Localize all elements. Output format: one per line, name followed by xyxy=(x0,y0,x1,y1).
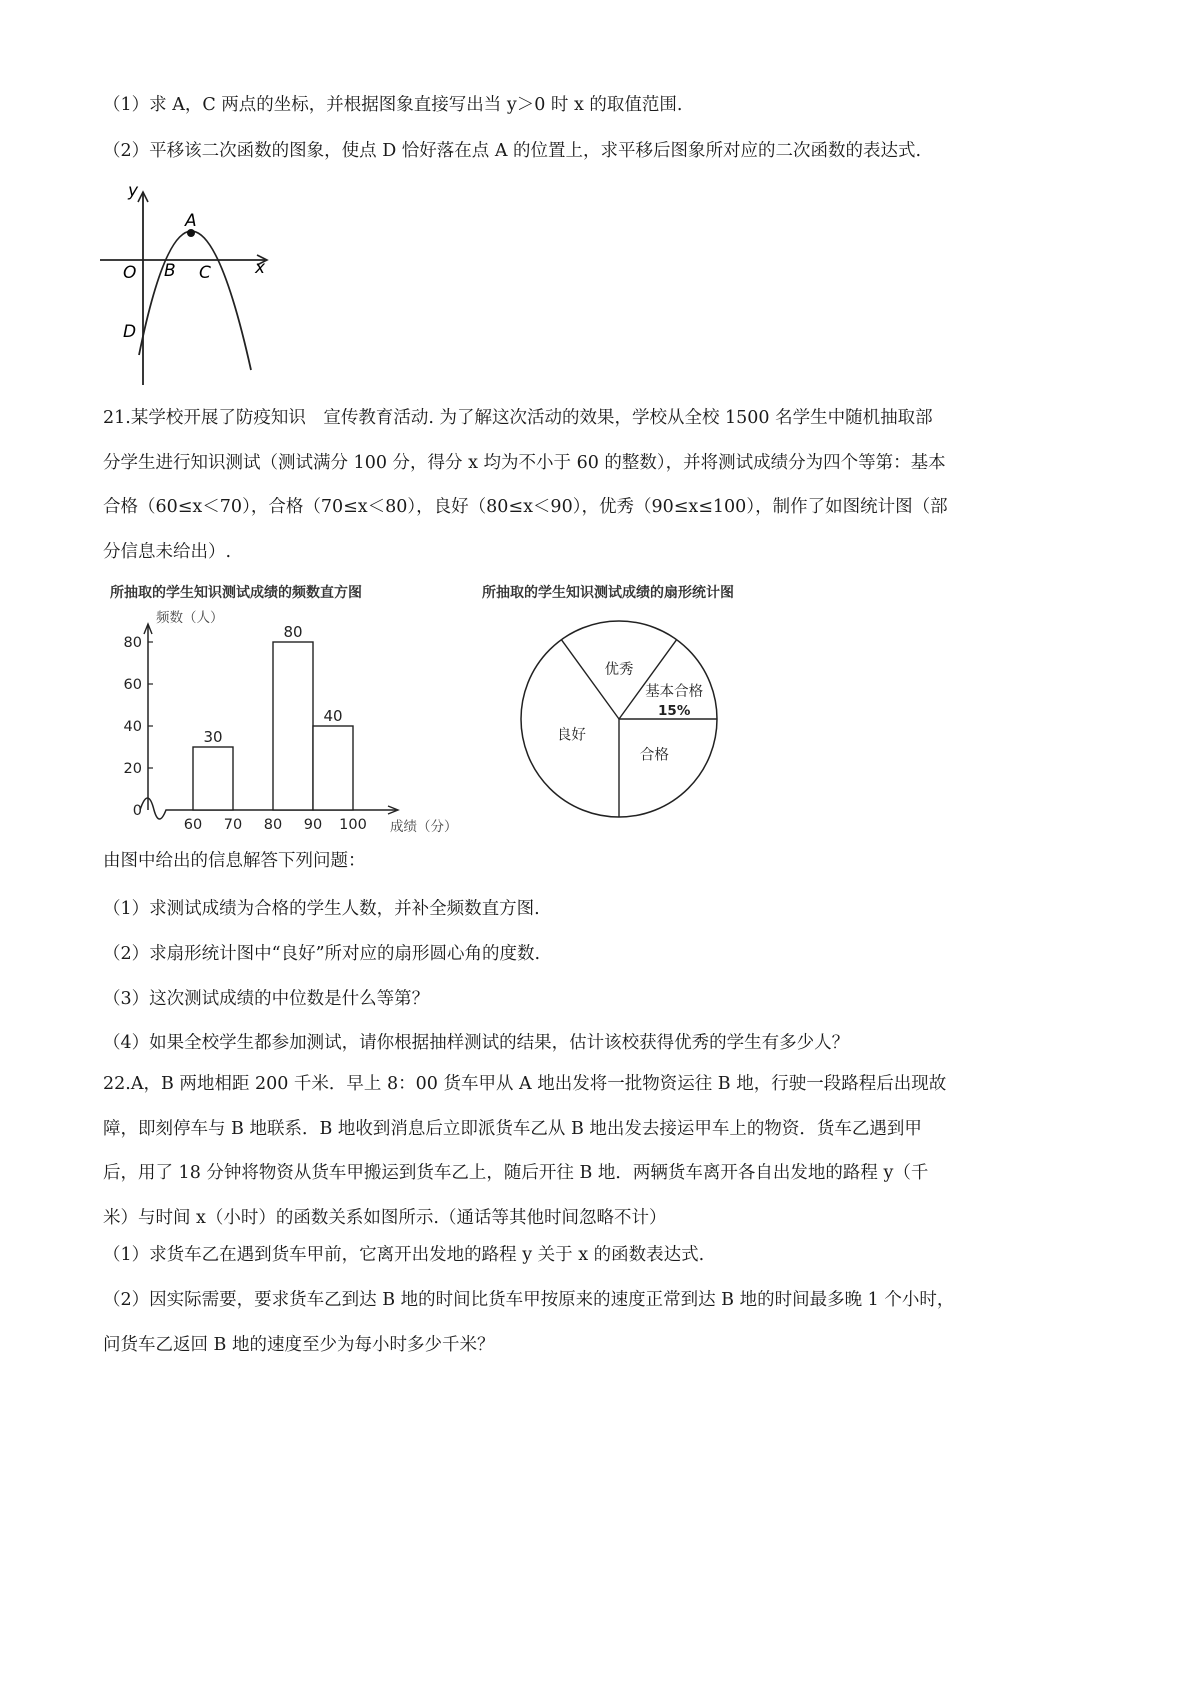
label-x: x xyxy=(255,258,266,278)
histogram-bar-label: 80 xyxy=(283,623,303,641)
pie-slice-label: 优秀 xyxy=(604,662,634,678)
q21-stem-line: 21.某学校开展了防疫知识 宣传教育活动. 为了解这次活动的效果，学校从全校 1500 名学生中随机抽取部 xyxy=(103,408,933,428)
histogram-y-tick-label: 40 xyxy=(123,719,142,735)
histogram-y-tick-label: 0 xyxy=(132,803,142,819)
q21-question-1: （1）求测试成绩为合格的学生人数，并补全频数直方图. xyxy=(103,899,540,919)
histogram-title: 所抽取的学生知识测试成绩的频数直方图 xyxy=(110,585,362,601)
q22-stem-line: 米）与时间 x（小时）的函数关系如图所示.（通话等其他时间忽略不计） xyxy=(103,1207,667,1228)
label-a: A xyxy=(185,211,197,231)
histogram-bar xyxy=(313,726,353,810)
parabola-graph xyxy=(95,180,285,392)
q21-stem-line: 合格（60≤x＜70），合格（70≤x＜80），良好（80≤x＜90），优秀（90≤x≤100），制作了如图统计图（部 xyxy=(103,497,948,517)
pie-title: 所抽取的学生知识测试成绩的扇形统计图 xyxy=(482,585,734,601)
label-o: O xyxy=(123,263,137,283)
q21-stem-line: 分学生进行知识测试（测试满分 100 分，得分 x 均为不小于 60 的整数），并将测试成绩分为四个等第：基本 xyxy=(103,452,946,473)
histogram-y-tick-label: 60 xyxy=(123,677,142,693)
histogram-xlabel: 成绩（分） xyxy=(390,819,458,835)
q21-question-3: （3）这次测试成绩的中位数是什么等第？ xyxy=(103,989,430,1009)
q22-stem-line: 后，用了 18 分钟将物资从货车甲搬运到货车乙上，随后开往 B 地．两辆货车离开各自出发地的路程 y（千 xyxy=(103,1163,929,1183)
q22-stem-line: 障，即刻停车与 B 地联系．B 地收到消息后立即派货车乙从 B 地出发去接运甲车上的物资．货车乙遇到甲 xyxy=(103,1118,922,1139)
q21-stem xyxy=(103,396,1101,574)
q22-question-2-cont: 问货车乙返回 B 地的速度至少为每小时多少千米？ xyxy=(103,1335,495,1355)
q21-intro: 由图中给出的信息解答下列问题： xyxy=(103,851,366,871)
q21-question-2: （2）求扇形统计图中“良好”所对应的扇形圆心角的度数. xyxy=(103,944,541,964)
histogram-ylabel: 频数（人） xyxy=(156,610,224,626)
histogram-x-tick-label: 60 xyxy=(183,817,203,833)
parabola-curve xyxy=(139,231,251,370)
histogram-x-tick-label: 80 xyxy=(263,817,283,833)
q22-question-1: （1）求货车乙在遇到货车甲前，它离开出发地的路程 y 关于 x 的函数表达式. xyxy=(103,1245,705,1265)
histogram-bar xyxy=(273,642,313,810)
histogram-bar xyxy=(193,747,233,810)
histogram-y-tick-label: 80 xyxy=(123,635,142,651)
q22-stem-line: 22.A，B 两地相距 200 千米．早上 8：00 货车甲从 A 地出发将一批物资运往 B 地，行驶一段路程后出现故 xyxy=(103,1074,947,1094)
histogram-x-axis xyxy=(140,798,396,819)
label-d: D xyxy=(123,322,137,342)
histogram-bar-label: 40 xyxy=(323,707,343,725)
pie-slices xyxy=(521,621,717,817)
pie-slice-percent: 15% xyxy=(658,702,691,719)
q20-part1: （1）求 A，C 两点的坐标，并根据图象直接写出当 y＞0 时 x 的取值范围. xyxy=(103,95,683,115)
histogram-bar-label: 30 xyxy=(203,728,223,746)
q22-stem xyxy=(103,1062,1101,1240)
histogram-bars xyxy=(193,623,353,810)
q21-stem-line: 分信息未给出）. xyxy=(103,541,232,562)
label-c: C xyxy=(199,263,211,283)
histogram-axes xyxy=(140,624,398,819)
histogram-x-tick-label: 100 xyxy=(339,817,367,833)
q20-part2: （2）平移该二次函数的图象，使点 D 恰好落在点 A 的位置上，求平移后图象所对应的二次函数的表达式. xyxy=(103,141,922,161)
pie-chart xyxy=(476,578,776,840)
pie-slice-label: 基本合格 xyxy=(645,683,704,700)
q21-question-4: （4）如果全校学生都参加测试，请你根据抽样测试的结果，估计该校获得优秀的学生有多少人？ xyxy=(103,1033,850,1053)
label-y: y xyxy=(128,181,139,201)
frequency-histogram xyxy=(100,578,470,836)
label-b: B xyxy=(164,261,176,281)
pie-slice-label: 良好 xyxy=(556,727,586,744)
histogram-x-tick-label: 90 xyxy=(303,817,323,833)
pie-slice-label: 合格 xyxy=(639,747,669,764)
histogram-x-tick-label: 70 xyxy=(223,817,243,833)
histogram-y-tick-label: 20 xyxy=(123,761,142,777)
q22-question-2: （2）因实际需要，要求货车乙到达 B 地的时间比货车甲按原来的速度正常到达 B 地的时间最多晚 1 个小时， xyxy=(103,1290,955,1310)
